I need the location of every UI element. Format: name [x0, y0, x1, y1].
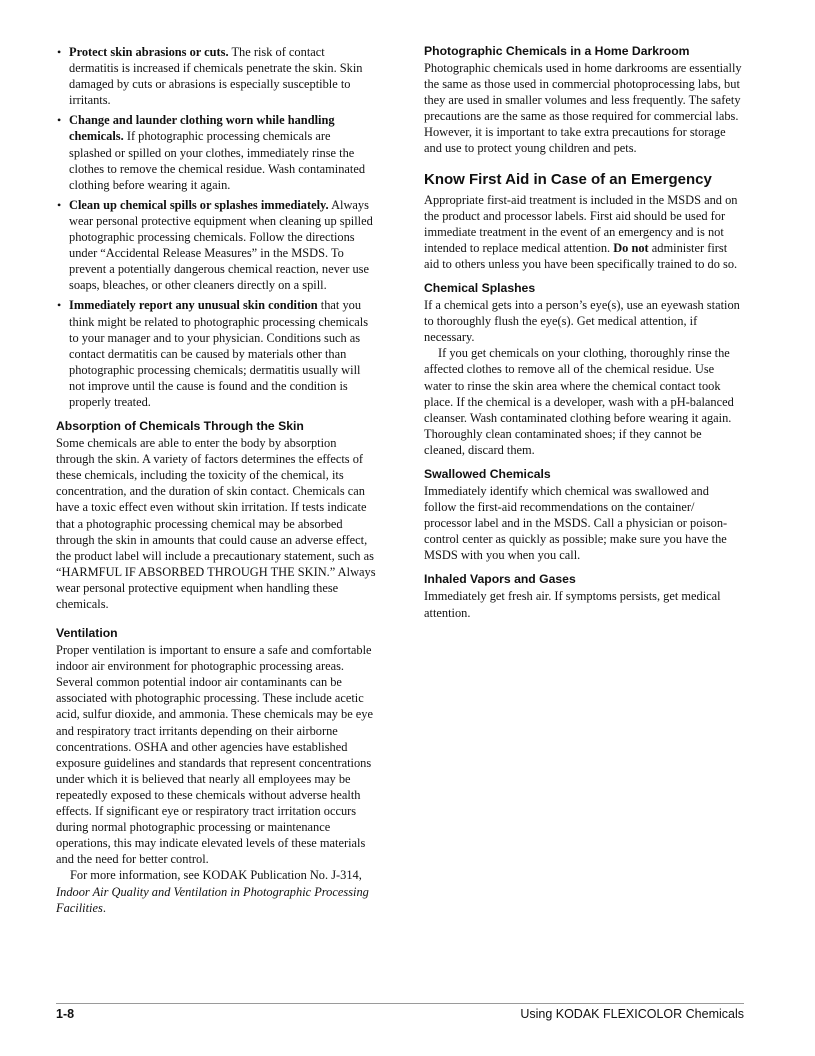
bullet-lead: Protect skin abrasions or cuts.: [69, 45, 229, 59]
section-body: Proper ventilation is important to ensure a safe and comfortable indoor air environment for photographic processing areas. Several common potential indoor air contaminants can be associated with photographic processing. These include acetic acid, sulfur dioxide, and ammonia. These chemicals may be eye and respiratory tract irritants depending on their airborne concentrations. OSHA and other agencies have established exposure guidelines and standards that represent concentrations under which it is believed that nearly all employees may be repeatedly exposed to these chemicals without adverse health effects. If significant eye or respiratory tract irritation occurs during normal photographic processing or maintenance operations, this may indicate elevated levels of these materials and the need for better control.: [56, 643, 374, 867]
section-heading: Absorption of Chemicals Through the Skin: [56, 419, 304, 434]
bullet-clean-spills: [56, 197, 376, 294]
bullet-protect-skin: [56, 44, 376, 108]
bullet-launder-clothing: [56, 112, 376, 192]
section-body: Some chemicals are able to enter the body by absorption through the skin. A variety of factors determines the effects of these chemicals, including the toxicity of the chemical, its concentration, and the duration of skin contact. Chemicals can have a toxic effect even without skin irritation. If tests indicate that a photographic processing chemical may be absorbed through the skin in amounts that could cause an adverse effect, the product label will include a precautionary statement, such as “HARMFUL IF ABSORBED THROUGH THE SKIN.” Always wear personal protective equipment when handling these chemicals.: [56, 436, 376, 611]
publication-footer: Using KODAK FLEXICOLOR Chemicals: [520, 1007, 744, 1021]
section-heading: Ventilation: [56, 626, 118, 641]
bullet-lead: Immediately report any unusual skin condition: [69, 298, 318, 313]
left-column: [56, 44, 376, 916]
bullet-text: Always wear personal protective equipment when cleaning up spilled photographic processing chemicals. Follow the directions under “Accidental Release Measures” in the MSDS. To prevent a potentially dangerous chemical reaction, never use soaps, bleaches, or other cleaners directly on a spill.: [69, 197, 373, 293]
section-body: Immediately get fresh air. If symptoms persists, get medical attention.: [424, 589, 721, 620]
publication-title: Indoor Air Quality and Ventilation in Photographic Processing Facilities: [56, 884, 369, 915]
first-aid-emphasis: Do not: [613, 240, 649, 255]
more-info-paragraph: [56, 867, 376, 915]
page-number: 1-8: [56, 1007, 75, 1021]
section-body: [424, 192, 744, 272]
major-heading: Know First Aid in Case of an Emergency: [424, 170, 712, 188]
safety-bullet-list: [56, 44, 376, 410]
section-first-aid: [424, 171, 744, 272]
section-heading: Swallowed Chemicals: [424, 466, 551, 481]
bullet-text: The risk of contact dermatitis is increased if chemicals penetrate the skin. Skin damaged by cuts or abrasions is especially susceptible to irritants.: [69, 45, 363, 108]
section-heading: Chemical Splashes: [424, 281, 536, 296]
more-info-text: For more information, see KODAK Publication No. J-314,: [70, 868, 362, 883]
bullet-report-skin-condition: [56, 297, 376, 410]
bullet-lead: Change and launder clothing worn while handling chemicals.: [69, 113, 335, 144]
section-heading: Inhaled Vapors and Gases: [424, 572, 576, 587]
section-body: Photographic chemicals used in home darkrooms are essentially the same as those used in commercial photoprocessing labs, but they are used in smaller volumes and less frequently. The safety precautions are the same as those required for commercial labs. However, it is important to take extra precautions for storage and use to protect young children and pets.: [424, 61, 742, 156]
footer-divider: [56, 1003, 744, 1004]
right-column: [424, 44, 744, 621]
section-body-2: If you get chemicals on your clothing, thoroughly rinse the affected clothes to remove all of the chemical residue. Use water to rinse the skin area where the chemical contact took place. If the chemical is a developer, wash with a pH-balanced cleanser. Wash contaminated clothing before wearing it again. Thoroughly clean contaminated shoes; if they cannot be cleaned, discard them.: [424, 346, 734, 457]
section-swallowed-chemicals: [424, 467, 744, 563]
section-inhaled-vapors: [424, 572, 744, 620]
section-ventilation: [56, 626, 376, 916]
section-body: If a chemical gets into a person’s eye(s), use an eyewash station to thoroughly flush the eye(s). Get medical attention, if necessary.: [424, 298, 740, 345]
bullet-text: that you think might be related to photographic processing chemicals to your manager and to your physician. Conditions such as contact dermatitis can be caused by materials other than photographic processing chemicals; dermatitis usually will not improve until the cause is found and the condition is properly treated.: [69, 298, 369, 409]
more-info-suffix: .: [102, 900, 106, 915]
section-home-darkroom: [424, 44, 744, 157]
first-aid-text: Appropriate first-aid treatment is included in the MSDS and on the product and processor labels. First aid should be used for immediate treatment in the event of an emergency and is not intended to replace medical attention.: [424, 192, 738, 255]
section-absorption: [56, 419, 376, 612]
section-heading: Photographic Chemicals in a Home Darkroom: [424, 44, 690, 58]
section-body: Immediately identify which chemical was swallowed and follow the first-aid recommendations on the container/ processor label and in the MSDS. Call a physician or poison-control center as quickly as possible; make sure you have the MSDS with you when you call.: [424, 483, 728, 563]
bullet-lead: Clean up chemical spills or splashes immediately.: [69, 197, 329, 212]
section-chemical-splashes: [424, 281, 744, 458]
bullet-text: If photographic processing chemicals are splashed or spilled on your clothes, immediately rinse the clothes to remove the chemical residue. Wash contaminated clothing before wearing it again.: [69, 129, 366, 192]
first-aid-text-end: administer first aid to others unless you have been specifically trained to do so.: [424, 240, 738, 271]
